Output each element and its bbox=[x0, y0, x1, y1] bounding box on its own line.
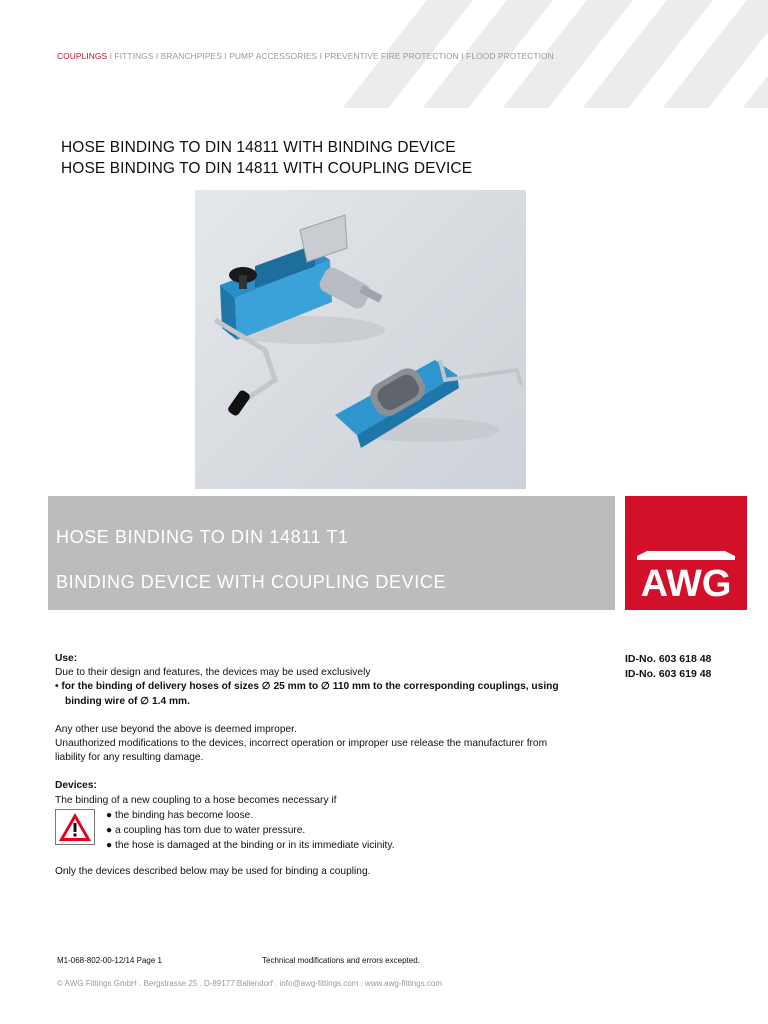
top-navigation: COUPLINGS I FITTINGS I BRANCHPIPES I PUMP ACCESSORIES I PREVENTIVE FIRE PROTECTION I FLOOD PROTECTION bbox=[57, 51, 554, 61]
devices-intro: The binding of a new coupling to a hose becomes necessary if bbox=[55, 794, 337, 806]
logo-text: AWG bbox=[640, 563, 732, 605]
nav-item-couplings[interactable]: COUPLINGS bbox=[57, 51, 108, 61]
body-content bbox=[55, 652, 595, 808]
list-item: ● the binding has become loose. bbox=[106, 810, 254, 821]
binding-device-illustration bbox=[195, 190, 526, 489]
devices-heading: Devices: bbox=[55, 780, 97, 792]
banner-title: HOSE BINDING TO DIN 14811 T1 bbox=[56, 527, 349, 547]
warning-box bbox=[55, 809, 95, 845]
use-heading: Use: bbox=[55, 653, 78, 664]
list-item: ● the hose is damaged at the binding or in its immediate vicinity. bbox=[106, 840, 395, 851]
nav-item-pump-accessories[interactable]: PUMP ACCESSORIES bbox=[229, 51, 318, 61]
use-intro: Due to their design and features, the devices may be used exclusively bbox=[55, 667, 371, 679]
id-numbers bbox=[625, 652, 711, 682]
nav-item-fittings[interactable]: FITTINGS bbox=[114, 51, 154, 61]
title-coupling-device: HOSE BINDING TO DIN 14811 WITH COUPLING DEVICE bbox=[61, 160, 473, 177]
banner-subtitle: BINDING DEVICE WITH COUPLING DEVICE bbox=[56, 572, 447, 592]
list-item: ● a coupling has torn due to water pressure. bbox=[106, 825, 306, 836]
use-bullet: • for the binding of delivery hoses of sizes ∅ 25 mm to ∅ 110 mm to the corresponding couplings, using bbox=[55, 681, 559, 693]
warning-triangle-icon bbox=[56, 810, 94, 844]
footer-note: Technical modifications and errors excepted. bbox=[262, 956, 420, 965]
nav-item-flood-protection[interactable]: FLOOD PROTECTION bbox=[466, 51, 554, 61]
page-titles bbox=[61, 137, 472, 179]
nav-item-preventive-fire-protection[interactable]: PREVENTIVE FIRE PROTECTION bbox=[324, 51, 459, 61]
title-binding-device: HOSE BINDING TO DIN 14811 WITH BINDING DEVICE bbox=[61, 139, 456, 156]
footer-doc-number: M1-068-802-00-12/14 Page 1 bbox=[57, 956, 162, 965]
use-paragraph-3: liability for any resulting damage. bbox=[55, 752, 204, 764]
use-bullet-cont: binding wire of ∅ 1.4 mm. bbox=[65, 695, 190, 707]
id-number-2: ID-No. 603 619 48 bbox=[625, 668, 712, 680]
footer-company: © AWG Fittings GmbH . Bergstrasse 25 . D-89177 Ballendorf . info@awg-fittings.com . www.awg-fittings.com bbox=[57, 979, 442, 988]
product-photo bbox=[195, 190, 526, 489]
awg-logo-mark bbox=[625, 496, 747, 610]
use-paragraph-1: Any other use beyond the above is deemed improper. bbox=[55, 723, 297, 735]
devices-condition-list bbox=[106, 808, 395, 853]
awg-logo bbox=[625, 496, 747, 610]
nav-item-branchpipes[interactable]: BRANCHPIPES bbox=[160, 51, 222, 61]
id-number-1: ID-No. 603 618 48 bbox=[625, 653, 712, 665]
devices-note: Only the devices described below may be used for binding a coupling. bbox=[55, 866, 371, 877]
title-banner bbox=[48, 496, 615, 610]
use-paragraph-2: Unauthorized modifications to the devices, incorrect operation or improper use release the manufacturer from bbox=[55, 738, 548, 750]
